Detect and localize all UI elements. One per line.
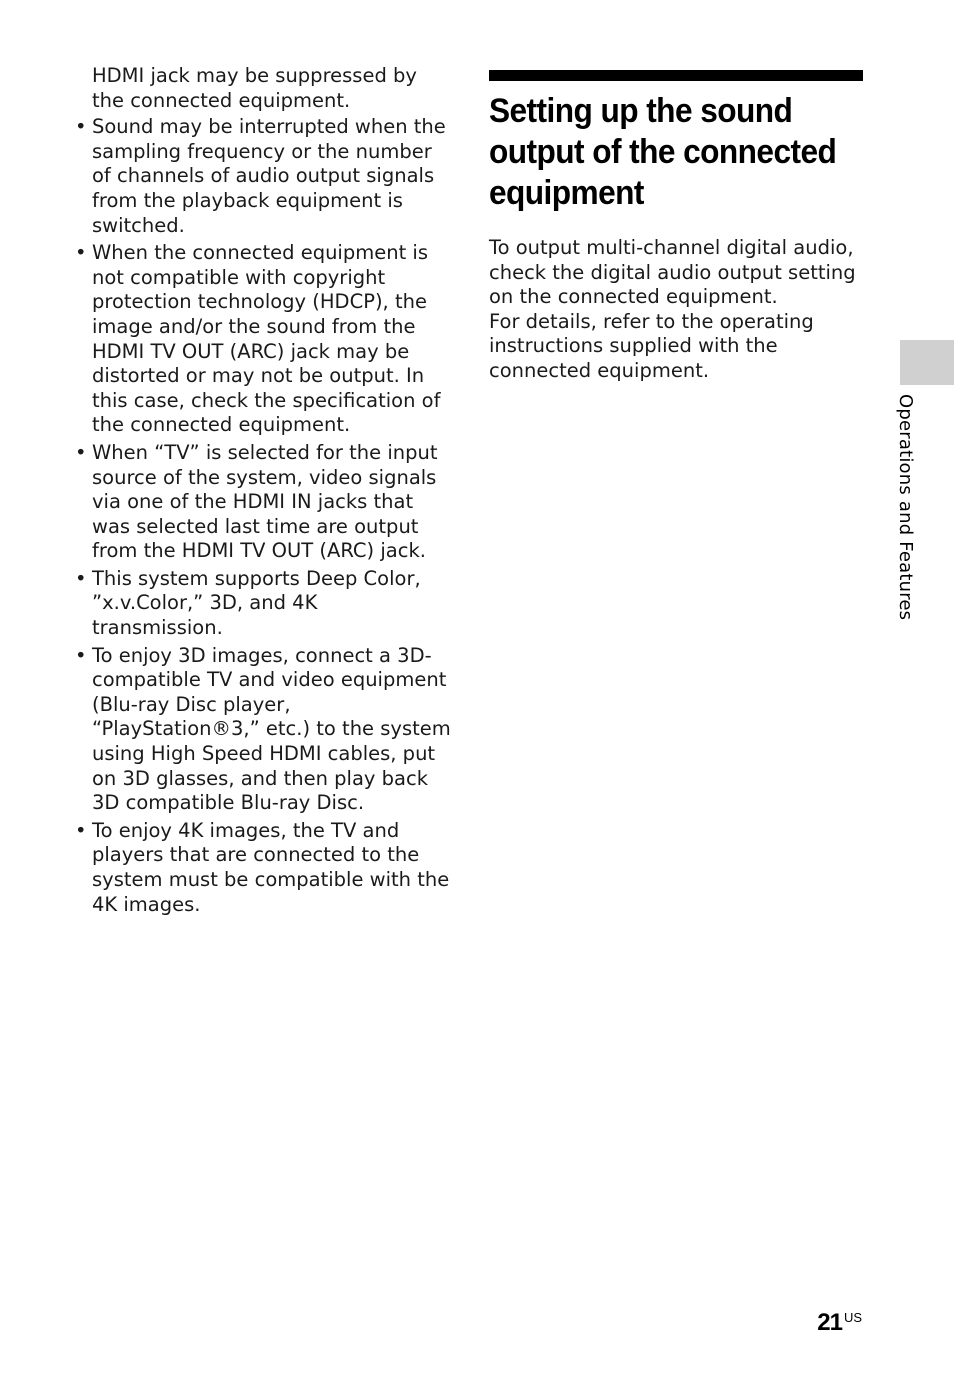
bullet-icon: • bbox=[75, 440, 87, 464]
section-paragraph: To output multi-channel digital audio, check the digital audio output setting on the connected equipment. bbox=[489, 236, 856, 309]
list-item bbox=[75, 241, 453, 438]
list-item-text: When the connected equipment is not compatible with copyright protection technology (HDCP), the image and/or the sound from the HDMI TV OUT (ARC) jack may be distorted or may not be output. In this case, check the specification of the connected equipment. bbox=[92, 241, 441, 437]
list-item-text: To enjoy 4K images, the TV and players that are connected to the system must be compatible with the 4K images. bbox=[92, 818, 450, 916]
side-tab-marker bbox=[900, 340, 954, 385]
bullet-icon: • bbox=[75, 818, 87, 842]
page-region-suffix: US bbox=[843, 1310, 862, 1325]
section-body bbox=[489, 236, 863, 384]
bullet-icon: • bbox=[75, 241, 87, 265]
list-item bbox=[75, 644, 453, 816]
list-item bbox=[75, 441, 453, 564]
section-heading: Setting up the sound output of the connected equipment bbox=[489, 92, 837, 212]
continuation-text: HDMI jack may be suppressed by the connected equipment. bbox=[92, 64, 417, 112]
bullet-icon: • bbox=[75, 566, 87, 590]
right-column bbox=[489, 70, 863, 384]
side-tab-label: Operations and Features bbox=[895, 394, 916, 621]
list-item-text: Sound may be interrupted when the sampling frequency or the number of channels of audio output signals from the playback equipment is switched. bbox=[92, 115, 446, 237]
list-item bbox=[75, 819, 453, 917]
bullet-icon: • bbox=[75, 643, 87, 667]
page-number bbox=[817, 1309, 862, 1337]
section-paragraph: For details, refer to the operating instructions supplied with the connected equipment. bbox=[489, 309, 814, 382]
list-item bbox=[75, 567, 453, 641]
list-item-text: This system supports Deep Color, ”x.v.Color,” 3D, and 4K transmission. bbox=[92, 566, 421, 640]
list-item-text: When “TV” is selected for the input source of the system, video signals via one of the HDMI IN jacks that was selected last time are output from the HDMI TV OUT (ARC) jack. bbox=[92, 440, 438, 563]
bullet-icon: • bbox=[75, 115, 87, 139]
bullet-list bbox=[75, 115, 453, 917]
section-rule bbox=[489, 70, 863, 81]
left-column bbox=[75, 64, 453, 920]
list-item bbox=[75, 115, 453, 238]
list-item-text: To enjoy 3D images, connect a 3D-compatible TV and video equipment (Blu-ray Disc player, “PlayStation®3,” etc.) to the system using High Speed HDMI cables, put on 3D glasses, and then play back 3D compatible Blu-ray Disc. bbox=[92, 643, 451, 815]
page-number-value: 21 bbox=[817, 1309, 842, 1336]
